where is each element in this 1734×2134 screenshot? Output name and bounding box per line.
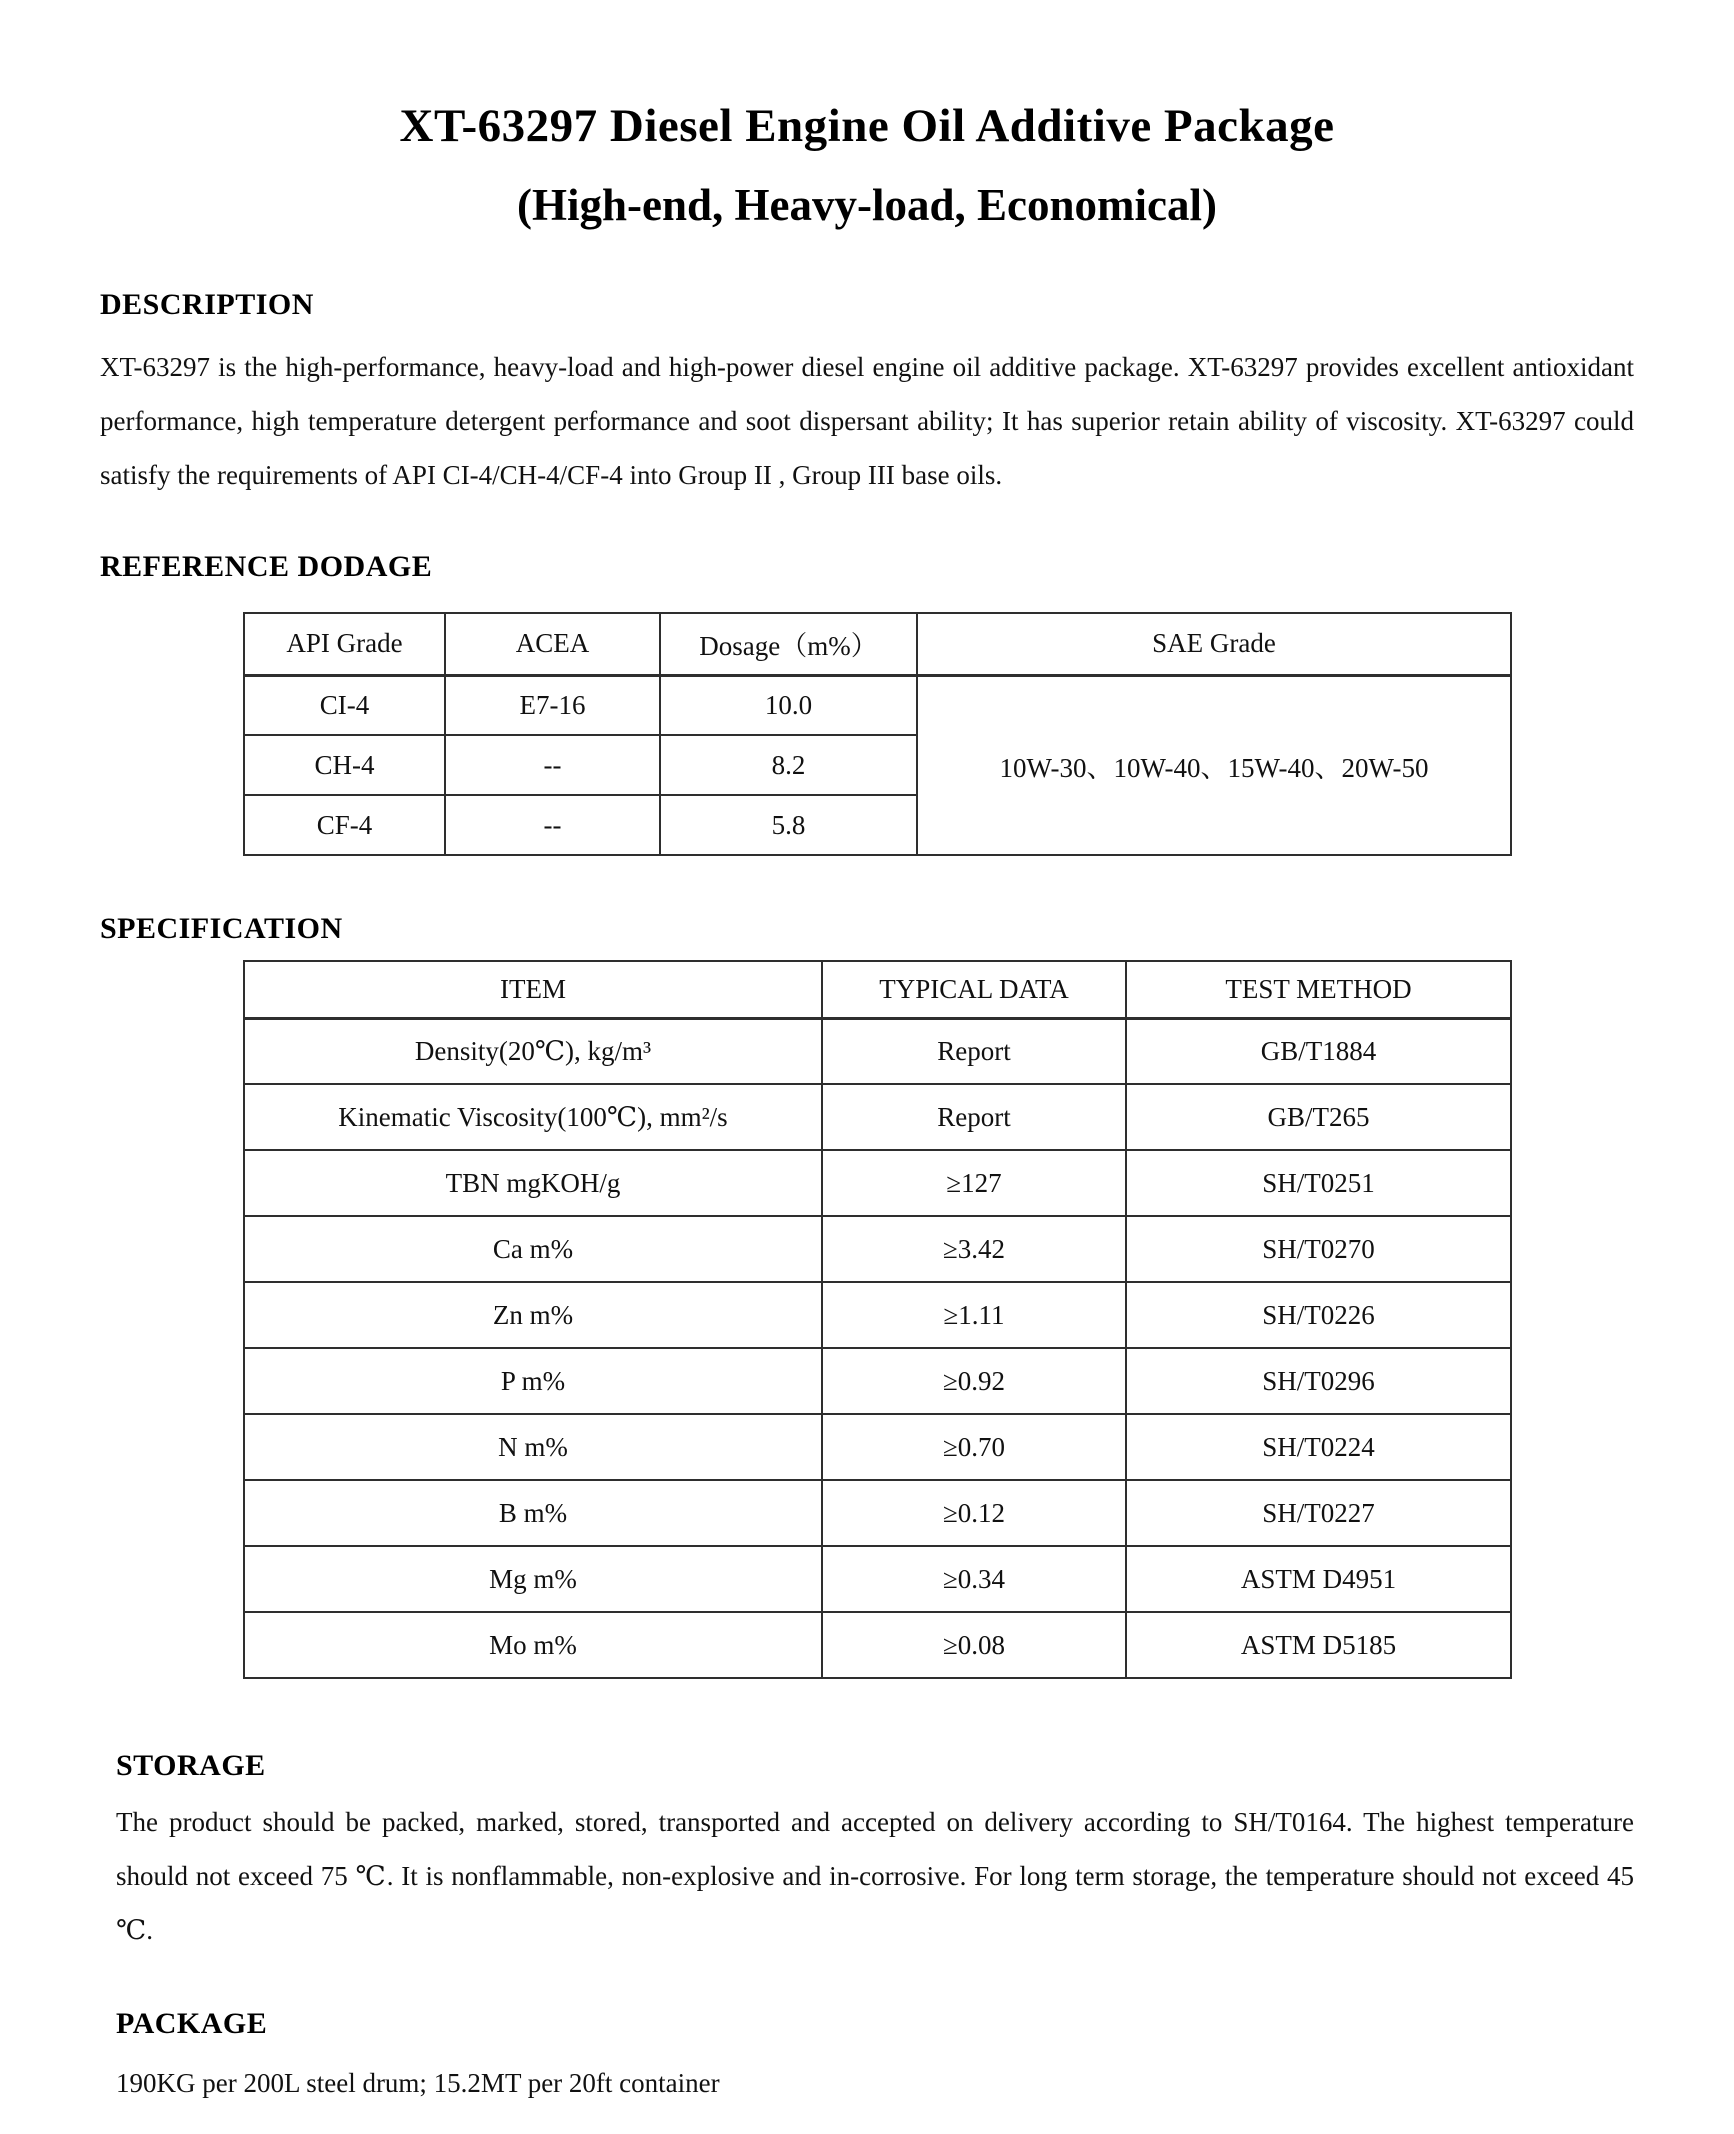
table-row [244,1216,1511,1282]
table-row [244,675,1511,735]
cell-item: Kinematic Viscosity(100℃), mm²/s [244,1084,822,1150]
description-paragraph: XT-63297 is the high-performance, heavy-load and high-power diesel engine oil additive package. XT-63297 provides excellent antioxidant performance, high temperature detergent performance and soot dispersant ability; It has superior retain ability of viscosity. XT-63297 could satisfy the requirements of API CI-4/CH-4/CF-4 into Group II , Group III base oils. [100,352,1634,490]
package-paragraph: 190KG per 200L steel drum; 15.2MT per 20ft container [116,2068,720,2098]
cell-test-method: GB/T1884 [1126,1018,1511,1084]
cell-dosage: 8.2 [660,735,917,795]
table-row [244,1282,1511,1348]
col-header-typical-data: TYPICAL DATA [822,961,1126,1018]
table-row [244,1150,1511,1216]
table-row [244,1546,1511,1612]
col-header-api-grade: API Grade [244,613,445,675]
document-subtitle: (High-end, Heavy-load, Economical) [517,180,1217,230]
cell-test-method: SH/T0296 [1126,1348,1511,1414]
cell-typical-data: ≥0.92 [822,1348,1126,1414]
cell-test-method: ASTM D4951 [1126,1546,1511,1612]
cell-test-method: GB/T265 [1126,1084,1511,1150]
table-row [244,1018,1511,1084]
cell-test-method: SH/T0227 [1126,1480,1511,1546]
col-header-item: ITEM [244,961,822,1018]
storage-heading: STORAGE [116,1749,266,1782]
cell-typical-data: ≥127 [822,1150,1126,1216]
cell-dosage: 5.8 [660,795,917,855]
cell-item: B m% [244,1480,822,1546]
cell-test-method: SH/T0226 [1126,1282,1511,1348]
cell-acea: -- [445,735,660,795]
specification-heading: SPECIFICATION [100,912,343,945]
cell-item: Zn m% [244,1282,822,1348]
cell-acea: E7-16 [445,675,660,735]
col-header-acea: ACEA [445,613,660,675]
cell-sae-grade: 10W-30、10W-40、15W-40、20W-50 [917,675,1511,855]
cell-item: TBN mgKOH/g [244,1150,822,1216]
cell-api-grade: CF-4 [244,795,445,855]
cell-typical-data: ≥0.34 [822,1546,1126,1612]
table-row [244,1084,1511,1150]
table-row [244,1348,1511,1414]
table-row [244,1612,1511,1678]
reference-dosage-table [243,612,1512,856]
document-title: XT-63297 Diesel Engine Oil Additive Package [399,100,1335,152]
storage-paragraph: The product should be packed, marked, stored, transported and accepted on delivery according to SH/T0164. The highest temperature should not exceed 75 ℃. It is nonflammable, non-explosive and in-corrosive. For long term storage, the temperature should not exceed 45 ℃. [116,1807,1634,1945]
col-header-sae-grade: SAE Grade [917,613,1511,675]
cell-item: N m% [244,1414,822,1480]
cell-api-grade: CH-4 [244,735,445,795]
cell-typical-data: ≥0.12 [822,1480,1126,1546]
cell-typical-data: ≥1.11 [822,1282,1126,1348]
package-heading: PACKAGE [116,2007,268,2040]
cell-test-method: SH/T0224 [1126,1414,1511,1480]
cell-typical-data: Report [822,1084,1126,1150]
cell-acea: -- [445,795,660,855]
table-row [244,1414,1511,1480]
cell-api-grade: CI-4 [244,675,445,735]
cell-item: Mo m% [244,1612,822,1678]
cell-item: Mg m% [244,1546,822,1612]
cell-typical-data: ≥3.42 [822,1216,1126,1282]
specification-table [243,960,1512,1679]
cell-item: P m% [244,1348,822,1414]
cell-typical-data: Report [822,1018,1126,1084]
table-row [244,1480,1511,1546]
cell-item: Density(20℃), kg/m³ [244,1018,822,1084]
cell-dosage: 10.0 [660,675,917,735]
cell-typical-data: ≥0.08 [822,1612,1126,1678]
specification-header-row [244,961,1511,1018]
col-header-test-method: TEST METHOD [1126,961,1511,1018]
cell-test-method: SH/T0270 [1126,1216,1511,1282]
col-header-dosage: Dosage（m%） [660,613,917,675]
cell-typical-data: ≥0.70 [822,1414,1126,1480]
reference-dosage-header-row [244,613,1511,675]
cell-item: Ca m% [244,1216,822,1282]
cell-test-method: ASTM D5185 [1126,1612,1511,1678]
cell-test-method: SH/T0251 [1126,1150,1511,1216]
description-heading: DESCRIPTION [100,288,314,321]
reference-dosage-heading: REFERENCE DODAGE [100,550,433,583]
